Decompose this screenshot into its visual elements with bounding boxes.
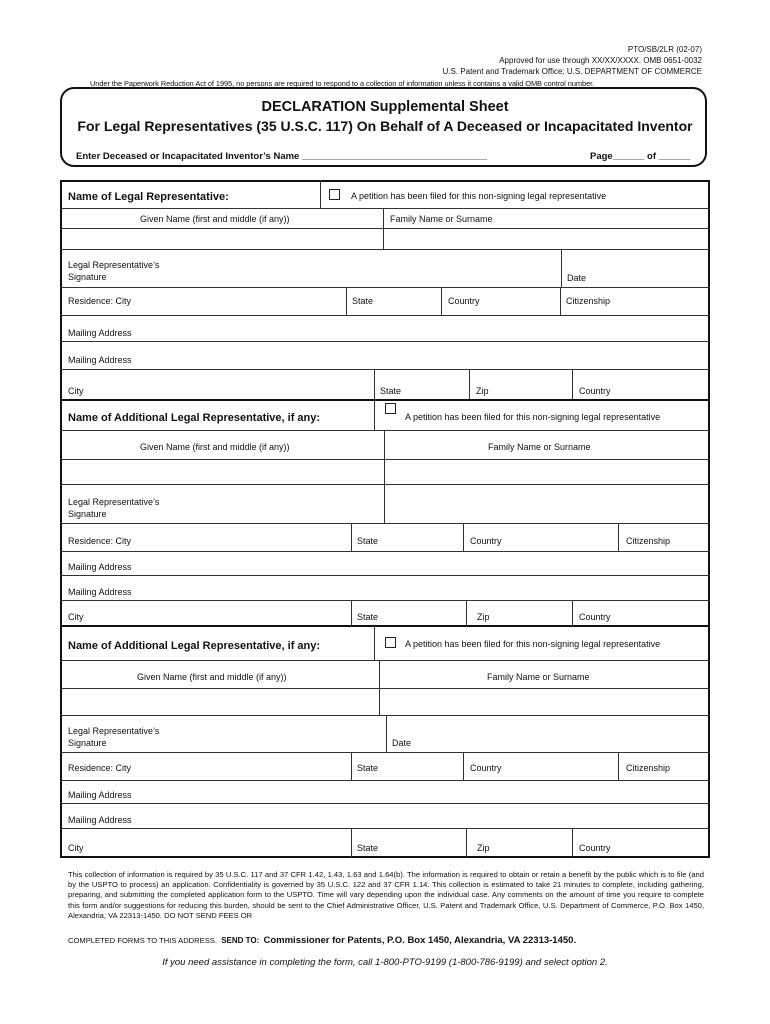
divider bbox=[466, 600, 467, 625]
divider bbox=[560, 287, 561, 315]
signature-label-2b: Signature bbox=[68, 509, 107, 519]
divider bbox=[384, 430, 385, 523]
state-label-3: State bbox=[357, 763, 379, 773]
country-label-2b: Country bbox=[579, 612, 611, 622]
row-divider bbox=[60, 715, 710, 716]
date-label-3: Date bbox=[392, 738, 412, 748]
row-divider bbox=[60, 228, 710, 229]
page-count-field[interactable]: Page______ of ______ bbox=[590, 151, 691, 162]
citizenship-label-1: Citizenship bbox=[566, 296, 611, 306]
family-name-label-2: Family Name or Surname bbox=[488, 442, 591, 452]
row-divider bbox=[60, 551, 710, 552]
petition-label-2: A petition has been filed for this non-signing legal representative bbox=[405, 412, 661, 422]
section-title-additional-1: Name of Additional Legal Representative, if any: bbox=[68, 412, 321, 424]
country-label-1: Country bbox=[448, 296, 480, 306]
commissioner-address: Commissioner for Patents, P.O. Box 1450, Alexandria, VA 22313-1450. bbox=[263, 935, 577, 946]
divider bbox=[466, 828, 467, 858]
signature-label-3b: Signature bbox=[68, 738, 107, 748]
mailing-address-label-3a: Mailing Address bbox=[68, 790, 132, 800]
divider bbox=[572, 828, 573, 858]
divider bbox=[346, 287, 347, 315]
paperwork-notice: Under the Paperwork Reduction Act of 1995, no persons are required to respond to a collection of information unless it contains a valid OMB control number. bbox=[90, 79, 595, 88]
divider bbox=[320, 180, 321, 208]
residence-city-label-1: Residence: City bbox=[68, 296, 132, 306]
given-name-label-3: Given Name (first and middle (if any)) bbox=[137, 672, 287, 682]
country-label-1b: Country bbox=[579, 386, 611, 396]
section-title-legal-rep: Name of Legal Representative: bbox=[68, 191, 229, 203]
divider bbox=[351, 828, 352, 858]
row-divider bbox=[60, 688, 710, 689]
office-text: U.S. Patent and Trademark Office; U.S. DEPARTMENT OF COMMERCE bbox=[442, 67, 702, 76]
divider bbox=[561, 249, 562, 287]
send-to-label: SEND TO: bbox=[221, 936, 260, 945]
state-label-1: State bbox=[352, 296, 374, 306]
row-divider bbox=[60, 341, 710, 342]
section-divider bbox=[60, 399, 710, 401]
state-label-3b: State bbox=[357, 843, 379, 853]
form-title: DECLARATION Supplemental Sheet bbox=[261, 99, 509, 115]
row-divider bbox=[60, 287, 710, 288]
mailing-address-label-1b: Mailing Address bbox=[68, 355, 132, 365]
country-label-2: Country bbox=[470, 536, 502, 546]
divider bbox=[463, 523, 464, 551]
send-to-line bbox=[68, 935, 576, 946]
row-divider bbox=[60, 484, 710, 485]
signature-label-1a: Legal Representative’s bbox=[68, 260, 160, 270]
divider bbox=[441, 287, 442, 315]
signature-label-2a: Legal Representative’s bbox=[68, 497, 160, 507]
divider bbox=[463, 752, 464, 780]
divider bbox=[374, 369, 375, 399]
row-divider bbox=[60, 315, 710, 316]
section-divider bbox=[60, 625, 710, 627]
row-divider bbox=[60, 780, 710, 781]
form-id: PTO/SB/2LR (02-07) bbox=[627, 45, 702, 54]
row-divider bbox=[60, 369, 710, 370]
divider bbox=[572, 369, 573, 399]
petition-label-3: A petition has been filed for this non-signing legal representative bbox=[405, 639, 661, 649]
mailing-address-label-2a: Mailing Address bbox=[68, 562, 132, 572]
divider bbox=[469, 369, 470, 399]
divider bbox=[374, 399, 375, 430]
approval-text: Approved for use through XX/XX/XXXX. OMB 0651-0032 bbox=[499, 56, 702, 65]
petition-checkbox-2[interactable] bbox=[385, 403, 396, 414]
divider bbox=[618, 752, 619, 780]
mailing-address-label-3b: Mailing Address bbox=[68, 815, 132, 825]
form-table bbox=[60, 180, 710, 858]
petition-checkbox-3[interactable] bbox=[385, 637, 396, 648]
state-label-2: State bbox=[357, 536, 379, 546]
assistance-note: If you need assistance in completing the form, call 1-800-PTO-9199 (1-800-786-9199) and select option 2. bbox=[162, 957, 608, 968]
inventor-name-field[interactable]: Enter Deceased or Incapacitated Inventor’s Name ___________________________________ bbox=[76, 151, 487, 162]
state-label-1b: State bbox=[380, 386, 402, 396]
zip-label-1: Zip bbox=[476, 386, 489, 396]
divider bbox=[386, 715, 387, 752]
residence-city-label-3: Residence: City bbox=[68, 763, 132, 773]
citizenship-label-3: Citizenship bbox=[626, 763, 671, 773]
mailing-address-label-2b: Mailing Address bbox=[68, 587, 132, 597]
citizenship-label-2: Citizenship bbox=[626, 536, 671, 546]
given-name-label-1: Given Name (first and middle (if any)) bbox=[140, 214, 290, 224]
completed-forms-text: COMPLETED FORMS TO THIS ADDRESS. bbox=[68, 936, 217, 945]
residence-city-label-2: Residence: City bbox=[68, 536, 132, 546]
given-name-label-2: Given Name (first and middle (if any)) bbox=[140, 442, 290, 452]
form-subtitle: For Legal Representatives (35 U.S.C. 117) On Behalf of A Deceased or Incapacitated Inventor bbox=[77, 118, 693, 134]
city-label-2: City bbox=[68, 612, 84, 622]
signature-label-3a: Legal Representative’s bbox=[68, 726, 160, 736]
city-label-1: City bbox=[68, 386, 84, 396]
country-label-3: Country bbox=[470, 763, 502, 773]
divider bbox=[618, 523, 619, 551]
row-divider bbox=[60, 600, 710, 601]
state-label-2b: State bbox=[357, 612, 379, 622]
petition-label-1: A petition has been filed for this non-signing legal representative bbox=[351, 191, 607, 201]
divider bbox=[351, 600, 352, 625]
petition-checkbox-1[interactable] bbox=[329, 189, 340, 200]
section-title-additional-2: Name of Additional Legal Representative, if any: bbox=[68, 640, 321, 652]
burden-statement: This collection of information is required by 35 U.S.C. 117 and 37 CFR 1.42, 1.43, 1.63 and 1.64(b). The information is required to obtain or retain a benefit by the public which is to file (and by the USPTO to process) an application. Confidentiality is governed by 35 U.S.C. 122 and 37 CFR 1.14. This collection is estimated to take 21 minutes to complete, including gathering, preparing, and submitting the completed application form to the USPTO. Time will vary depending upon the individual case. Any comments on the amount of time you require to complete this form and/or suggestions for reducing this burden, should be sent to the Chief Administrative Officer, U.S. Patent and Trademark Office, U.S. Department of Commerce, P.O. Box 1450, Alexandria, VA 22313-1450. DO NOT SEND FEES OR bbox=[68, 870, 704, 920]
row-divider bbox=[60, 249, 710, 250]
zip-label-3: Zip bbox=[477, 843, 490, 853]
row-divider bbox=[60, 459, 710, 460]
country-label-3b: Country bbox=[579, 843, 611, 853]
row-divider bbox=[60, 523, 710, 524]
divider bbox=[351, 523, 352, 551]
row-divider bbox=[60, 430, 710, 431]
row-divider bbox=[60, 752, 710, 753]
zip-label-2: Zip bbox=[477, 612, 490, 622]
row-divider bbox=[60, 575, 710, 576]
row-divider bbox=[60, 660, 710, 661]
date-label-1: Date bbox=[567, 273, 587, 283]
mailing-address-label-1a: Mailing Address bbox=[68, 328, 132, 338]
row-divider bbox=[60, 803, 710, 804]
divider bbox=[572, 600, 573, 625]
row-divider bbox=[60, 208, 710, 209]
signature-label-1b: Signature bbox=[68, 272, 107, 282]
row-divider bbox=[60, 828, 710, 829]
divider bbox=[374, 625, 375, 660]
family-name-label-3: Family Name or Surname bbox=[487, 672, 590, 682]
divider bbox=[351, 752, 352, 780]
family-name-label-1: Family Name or Surname bbox=[390, 214, 493, 224]
city-label-3: City bbox=[68, 843, 84, 853]
